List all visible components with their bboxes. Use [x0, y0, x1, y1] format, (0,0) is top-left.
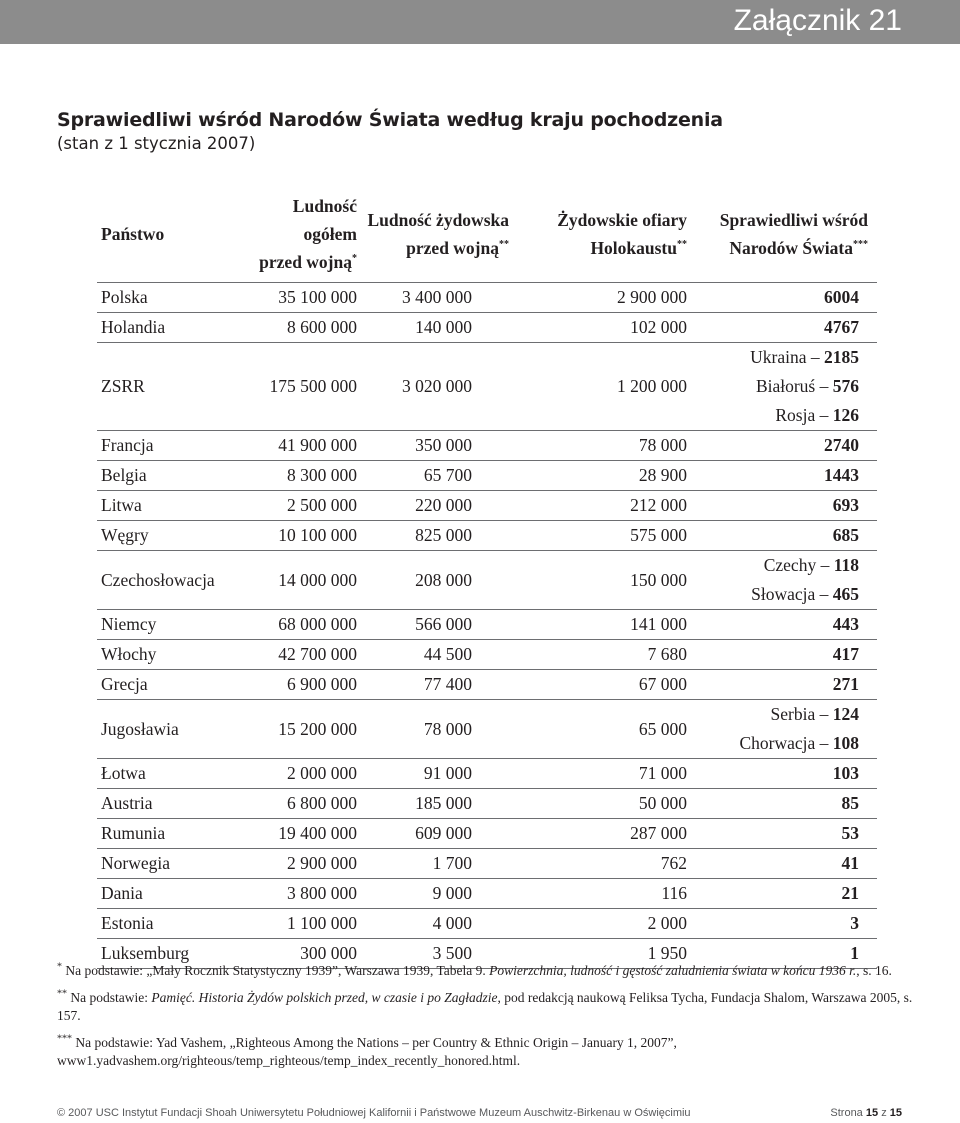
country-cell: Niemcy — [97, 610, 247, 640]
header-bar — [0, 0, 960, 44]
jewish-population-cell: 609 000 — [357, 819, 527, 849]
righteous-cell: 85 — [687, 789, 877, 819]
righteous-cell: 4767 — [687, 313, 877, 343]
victims-cell: 1 950 — [527, 939, 687, 969]
page-total: 15 — [889, 1107, 902, 1119]
footnote-text: , pod redakcją naukową Feliksa Tycha, Fundacja Shalom, Warszawa 2005, s. 157. — [57, 990, 913, 1023]
jewish-population-cell: 566 000 — [357, 610, 527, 640]
population-cell: 68 000 000 — [247, 610, 357, 640]
population-cell: 6 800 000 — [247, 789, 357, 819]
jewish-population-cell: 140 000 — [357, 313, 527, 343]
table-row — [97, 819, 877, 849]
footnote — [57, 1034, 917, 1070]
population-cell: 300 000 — [247, 939, 357, 969]
righteous-cell: 417 — [687, 640, 877, 670]
victims-cell: 575 000 — [527, 521, 687, 551]
victims-cell: 78 000 — [527, 431, 687, 461]
righteous-cell: 41 — [687, 849, 877, 879]
table-row — [97, 283, 877, 313]
victims-cell: 150 000 — [527, 551, 687, 610]
page-separator: z — [881, 1107, 887, 1119]
righteous-cell: 53 — [687, 819, 877, 849]
righteous-cell: 1443 — [687, 461, 877, 491]
copyright-text: © 2007 USC Instytut Fundacji Shoah Uniwersytetu Południowej Kalifornii i Państwowe Muzeum Auschwitz-Birkenau w Oświęcimiu — [57, 1107, 691, 1119]
table-row — [97, 789, 877, 819]
country-cell: Francja — [97, 431, 247, 461]
column-header-line1: Żydowskie ofiary — [557, 210, 687, 230]
country-cell: Belgia — [97, 461, 247, 491]
jewish-population-cell: 4 000 — [357, 909, 527, 939]
footnote-mark: * — [352, 253, 357, 265]
appendix-title: Załącznik 21 — [733, 4, 902, 37]
breakdown-value: 576 — [832, 376, 859, 396]
breakdown-dash: – — [819, 704, 829, 724]
footnote-mark: *** — [57, 1033, 72, 1045]
footnote-text: Na podstawie: — [67, 990, 152, 1005]
righteous-cell: 271 — [687, 670, 877, 700]
column-header — [97, 188, 247, 283]
population-cell: 2 900 000 — [247, 849, 357, 879]
righteous-cell: 2740 — [687, 431, 877, 461]
country-cell: Austria — [97, 789, 247, 819]
righteous-cell — [687, 700, 877, 759]
righteous-cell: 103 — [687, 759, 877, 789]
table-row — [97, 700, 877, 759]
page-subtitle: (stan z 1 stycznia 2007) — [57, 134, 256, 153]
footnote-text: Na podstawie: „Mały Rocznik Statystyczny 1939”, Warszawa 1939, Tabela 9. — [62, 963, 490, 978]
column-header-line1: Sprawiedliwi wśród — [719, 210, 868, 230]
jewish-population-cell: 77 400 — [357, 670, 527, 700]
population-cell: 19 400 000 — [247, 819, 357, 849]
page-title: Sprawiedliwi wśród Narodów Świata według kraju pochodzenia — [57, 109, 723, 131]
righteous-cell: 3 — [687, 909, 877, 939]
righteous-table — [97, 188, 877, 969]
column-header-line2 — [527, 234, 687, 262]
footnote-text: Powierzchnia, ludność i gęstość zaludnienia świata w końcu 1936 r. — [489, 963, 857, 978]
population-cell: 6 900 000 — [247, 670, 357, 700]
country-cell: Węgry — [97, 521, 247, 551]
population-cell: 42 700 000 — [247, 640, 357, 670]
breakdown-dash: – — [819, 376, 829, 396]
victims-cell: 141 000 — [527, 610, 687, 640]
column-header-line2-text: Holokaustu — [590, 238, 677, 258]
righteous-breakdown-item — [687, 729, 859, 758]
table-row — [97, 879, 877, 909]
victims-cell: 67 000 — [527, 670, 687, 700]
footnote-mark: ** — [499, 239, 509, 251]
column-header-line2 — [247, 248, 357, 276]
breakdown-dash: – — [810, 347, 820, 367]
population-cell: 3 800 000 — [247, 879, 357, 909]
footnote — [57, 962, 917, 980]
country-cell: Polska — [97, 283, 247, 313]
footnote-mark: * — [57, 961, 62, 973]
righteous-breakdown-item — [687, 580, 859, 609]
righteous-cell: 443 — [687, 610, 877, 640]
table-row — [97, 640, 877, 670]
footnote-mark: ** — [677, 239, 687, 251]
victims-cell: 28 900 — [527, 461, 687, 491]
breakdown-value: 126 — [832, 405, 859, 425]
population-cell: 8 600 000 — [247, 313, 357, 343]
country-cell: Włochy — [97, 640, 247, 670]
jewish-population-cell: 1 700 — [357, 849, 527, 879]
breakdown-name: Chorwacja — [739, 733, 816, 753]
victims-cell: 102 000 — [527, 313, 687, 343]
victims-cell: 71 000 — [527, 759, 687, 789]
column-header — [687, 188, 877, 283]
country-cell: Litwa — [97, 491, 247, 521]
country-cell: Estonia — [97, 909, 247, 939]
breakdown-name: Białoruś — [755, 376, 816, 396]
page-current: 15 — [865, 1107, 879, 1119]
table-row — [97, 849, 877, 879]
righteous-cell: 6004 — [687, 283, 877, 313]
table-row — [97, 521, 877, 551]
country-cell: Dania — [97, 879, 247, 909]
footnote-mark: *** — [853, 239, 868, 251]
righteous-cell: 693 — [687, 491, 877, 521]
table-row — [97, 491, 877, 521]
jewish-population-cell: 185 000 — [357, 789, 527, 819]
population-cell: 15 200 000 — [247, 700, 357, 759]
victims-cell: 212 000 — [527, 491, 687, 521]
column-header — [357, 188, 527, 283]
righteous-cell: 1 — [687, 939, 877, 969]
population-cell: 2 000 000 — [247, 759, 357, 789]
page-number — [830, 1107, 902, 1119]
country-cell: Luksemburg — [97, 939, 247, 969]
table-row — [97, 343, 877, 431]
country-cell: Grecja — [97, 670, 247, 700]
victims-cell: 762 — [527, 849, 687, 879]
country-cell: ZSRR — [97, 343, 247, 431]
population-cell: 8 300 000 — [247, 461, 357, 491]
country-cell: Rumunia — [97, 819, 247, 849]
victims-cell: 1 200 000 — [527, 343, 687, 431]
table-row — [97, 431, 877, 461]
victims-cell: 116 — [527, 879, 687, 909]
footnote-mark: ** — [57, 988, 67, 1000]
jewish-population-cell: 78 000 — [357, 700, 527, 759]
population-cell: 14 000 000 — [247, 551, 357, 610]
victims-cell: 287 000 — [527, 819, 687, 849]
table-row — [97, 670, 877, 700]
table-row — [97, 909, 877, 939]
column-header-line2 — [687, 234, 868, 262]
victims-cell: 50 000 — [527, 789, 687, 819]
righteous-breakdown-item — [687, 401, 859, 430]
jewish-population-cell: 91 000 — [357, 759, 527, 789]
table-row — [97, 313, 877, 343]
jewish-population-cell: 9 000 — [357, 879, 527, 909]
column-header-line2-text: Narodów Świata — [729, 238, 853, 258]
righteous-cell: 685 — [687, 521, 877, 551]
footnote-text: Na podstawie: Yad Vashem, „Righteous Among the Nations – per Country & Ethnic Origin – January 1, 2007”, www1.yadvashem.org/righteous/temp_righteous/temp_index_recently_honored.html. — [57, 1035, 677, 1068]
table-row — [97, 610, 877, 640]
breakdown-value: 108 — [832, 733, 859, 753]
righteous-breakdown-item — [687, 343, 859, 372]
righteous-breakdown-item — [687, 551, 859, 580]
table-header — [97, 188, 877, 283]
table-row — [97, 461, 877, 491]
righteous-cell — [687, 551, 877, 610]
column-header — [527, 188, 687, 283]
country-cell: Norwegia — [97, 849, 247, 879]
breakdown-name: Serbia — [770, 704, 816, 724]
footnotes — [57, 962, 917, 1079]
country-cell: Jugosławia — [97, 700, 247, 759]
table-body — [97, 283, 877, 969]
population-cell: 175 500 000 — [247, 343, 357, 431]
breakdown-value: 2185 — [824, 347, 859, 367]
righteous-breakdown-item — [687, 700, 859, 729]
population-cell: 2 500 000 — [247, 491, 357, 521]
breakdown-dash: – — [819, 405, 829, 425]
breakdown-dash: – — [820, 555, 830, 575]
footnote-text: Pamięć. Historia Żydów polskich przed, w czasie i po Zagładzie — [151, 990, 498, 1005]
jewish-population-cell: 3 400 000 — [357, 283, 527, 313]
jewish-population-cell: 44 500 — [357, 640, 527, 670]
jewish-population-cell: 3 020 000 — [357, 343, 527, 431]
breakdown-name: Czechy — [763, 555, 817, 575]
column-header-line2-text: przed wojną — [259, 252, 352, 272]
breakdown-value: 465 — [832, 584, 859, 604]
breakdown-dash: – — [819, 584, 829, 604]
column-header-line2 — [357, 234, 509, 262]
column-header-line1: Ludność ogółem — [292, 196, 357, 244]
victims-cell: 2 900 000 — [527, 283, 687, 313]
victims-cell: 65 000 — [527, 700, 687, 759]
column-header-line1: Ludność żydowska — [367, 210, 509, 230]
country-cell: Holandia — [97, 313, 247, 343]
breakdown-value: 124 — [832, 704, 859, 724]
jewish-population-cell: 220 000 — [357, 491, 527, 521]
righteous-breakdown-item — [687, 372, 859, 401]
footnote-text: , s. 16. — [856, 963, 892, 978]
column-header-line2-text: przed wojną — [406, 238, 499, 258]
jewish-population-cell: 65 700 — [357, 461, 527, 491]
jewish-population-cell: 825 000 — [357, 521, 527, 551]
righteous-cell — [687, 343, 877, 431]
breakdown-value: 118 — [833, 555, 859, 575]
population-cell: 10 100 000 — [247, 521, 357, 551]
breakdown-name: Ukraina — [750, 347, 807, 367]
table-row — [97, 759, 877, 789]
table-row — [97, 551, 877, 610]
population-cell: 41 900 000 — [247, 431, 357, 461]
breakdown-dash: – — [819, 733, 829, 753]
footnote — [57, 989, 917, 1025]
victims-cell: 2 000 — [527, 909, 687, 939]
column-header-label: Państwo — [101, 224, 165, 244]
page-label: Strona — [830, 1107, 863, 1119]
breakdown-name: Słowacja — [751, 584, 816, 604]
jewish-population-cell: 3 500 — [357, 939, 527, 969]
breakdown-name: Rosja — [775, 405, 816, 425]
population-cell: 35 100 000 — [247, 283, 357, 313]
column-header — [247, 188, 357, 283]
jewish-population-cell: 350 000 — [357, 431, 527, 461]
victims-cell: 7 680 — [527, 640, 687, 670]
jewish-population-cell: 208 000 — [357, 551, 527, 610]
country-cell: Łotwa — [97, 759, 247, 789]
country-cell: Czechosłowacja — [97, 551, 247, 610]
righteous-cell: 21 — [687, 879, 877, 909]
population-cell: 1 100 000 — [247, 909, 357, 939]
